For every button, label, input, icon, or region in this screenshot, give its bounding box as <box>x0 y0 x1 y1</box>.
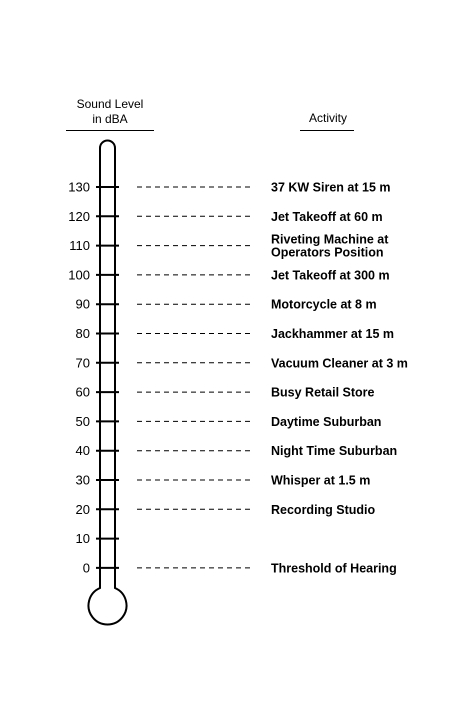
scale-value-120: 120 <box>68 208 90 224</box>
sound-level-header-line1: Sound Level <box>76 97 144 111</box>
scale-value-60: 60 <box>75 384 90 400</box>
activity-label-90: Motorcycle at 8 m <box>271 297 377 312</box>
sound-level-header-line2: in dBA <box>92 112 128 126</box>
scale-value-0: 0 <box>82 560 90 576</box>
scale-value-130: 130 <box>68 179 90 195</box>
activity-label-50: Daytime Suburban <box>271 414 382 429</box>
thermometer-outline <box>89 141 127 625</box>
activity-label-60: Busy Retail Store <box>271 385 375 400</box>
scale-value-80: 80 <box>75 326 90 341</box>
scale-value-70: 70 <box>75 355 90 371</box>
scale-value-110: 110 <box>69 238 90 254</box>
activity-header: Activity <box>308 111 347 125</box>
activity-label-110-line1: Riveting Machine at <box>271 232 389 247</box>
scale-value-50: 50 <box>75 413 90 429</box>
scale-value-90: 90 <box>75 296 90 312</box>
scale-value-10: 10 <box>75 531 90 547</box>
scale-value-40: 40 <box>75 443 90 459</box>
activity-label-130: 37 KW Siren at 15 m <box>271 180 391 195</box>
scale-value-30: 30 <box>75 472 90 488</box>
scale-value-100: 100 <box>68 267 90 283</box>
activity-label-70: Vacuum Cleaner at 3 m <box>271 356 408 371</box>
activity-label-110-line2: Operators Position <box>271 245 384 260</box>
activity-label-120: Jet Takeoff at 60 m <box>271 209 383 224</box>
activity-label-0: Threshold of Hearing <box>271 561 397 576</box>
scale-value-20: 20 <box>75 501 90 517</box>
activity-label-100: Jet Takeoff at 300 m <box>271 268 390 283</box>
activity-label-80: Jackhammer at 15 m <box>271 327 394 341</box>
activity-label-40: Night Time Suburban <box>271 444 398 459</box>
activity-label-30: Whisper at 1.5 m <box>271 473 371 488</box>
activity-label-20: Recording Studio <box>271 502 376 517</box>
